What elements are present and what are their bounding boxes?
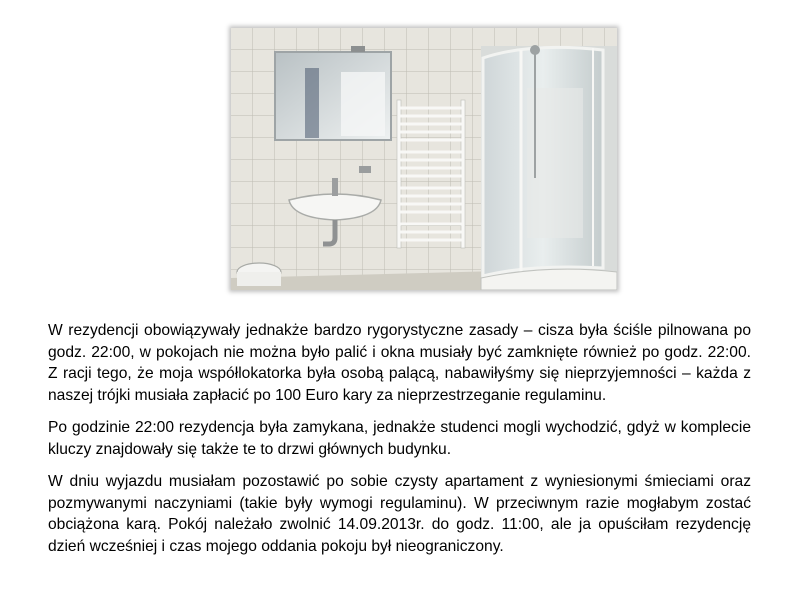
paragraph-closing-hours: Po godzinie 22:00 rezydencja była zamykana, jednakże studenci mogli wychodzić, gdyż w komplecie kluczy znajdowały się także te to drzwi głównych budynku. bbox=[48, 419, 751, 458]
shower-cabin bbox=[481, 45, 617, 290]
paragraph-departure: W dniu wyjazdu musiałam pozostawić po sobie czysty apartament z wyniesionymi śmieciami oraz pozmywanymi naczyniami (takie były wymogi regulaminu). W przeciwnym razie mogłabym zostać obciążona karą. Pokój należało zwolnić 14.09.2013r. do godz. 11:00, ale ja opuściłam rezydencję dzień wcześniej i czas mojego oddania pokoju był nieograniczony. bbox=[48, 473, 751, 555]
paragraph-rules: W rezydencji obowiązywały jednakże bardzo rygorystyczne zasady – cisza była ściśle pilnowana po godz. 22:00, w pokojach nie można było palić i okna musiały być zamknięte również po godz. 22:00. Z racji tego, że moja współlokatorka była osobą palącą, nabawiłyśmy się nieprzyjemności – każda z naszej trójki musiała zapłacić po 100 Euro kary za nieprzestrzeganie regulaminu. bbox=[48, 322, 751, 404]
bathroom-illustration bbox=[231, 28, 617, 290]
wall-lamp bbox=[351, 46, 365, 52]
shower-head bbox=[530, 45, 540, 55]
soap-dish bbox=[359, 166, 371, 173]
bathroom-photo bbox=[231, 28, 617, 290]
mirror-reflection bbox=[305, 68, 319, 138]
faucet bbox=[332, 178, 338, 196]
article-text bbox=[48, 320, 751, 568]
